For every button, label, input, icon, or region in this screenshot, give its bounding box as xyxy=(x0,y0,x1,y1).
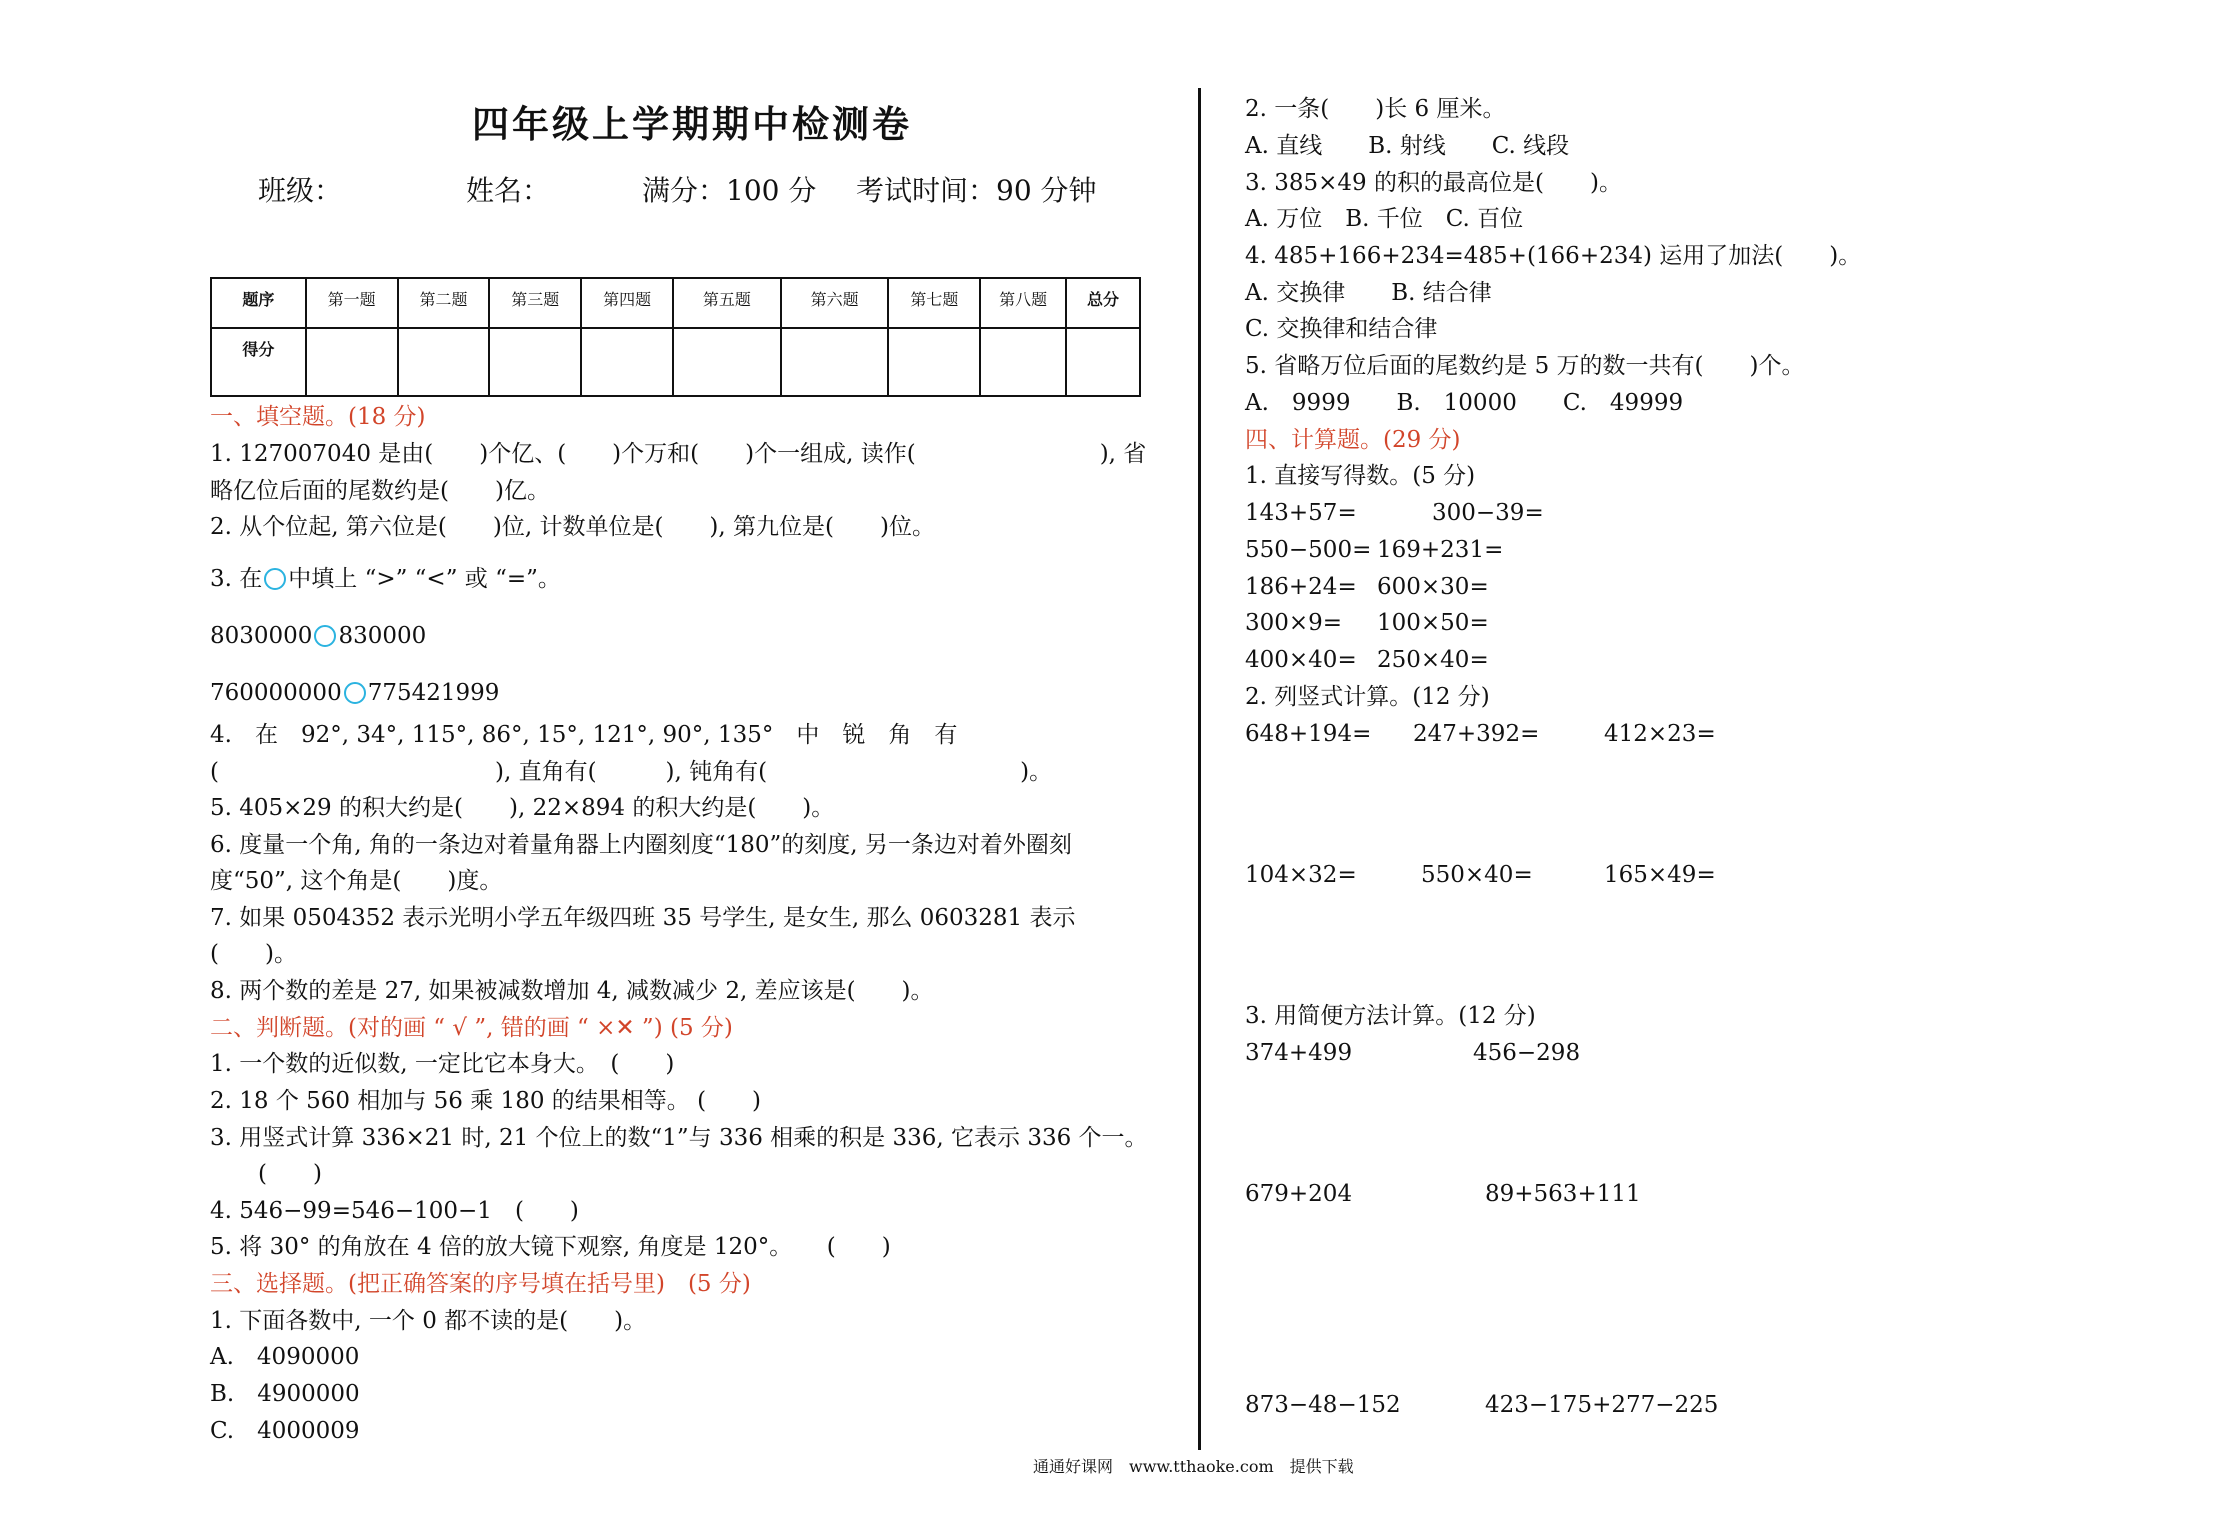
judge-3-line-2: ( ) xyxy=(258,1161,322,1187)
full-score: 满分：100 分 xyxy=(642,174,817,207)
direct-calc-item: 300×9= xyxy=(1245,610,1343,636)
choice-2-options: A. 直线 B. 射线 C. 线段 xyxy=(1245,133,1570,159)
choice-4-option-c: C. 交换律和结合律 xyxy=(1245,316,1438,342)
score-cell[interactable] xyxy=(980,328,1066,396)
direct-calc-item: 143+57= xyxy=(1245,500,1357,526)
compare-circle-icon[interactable] xyxy=(344,682,366,704)
question-7-line-2: ( )。 xyxy=(210,941,297,967)
header-cell: 第六题 xyxy=(781,278,889,328)
compare-circle-icon[interactable] xyxy=(314,625,336,647)
simplify-calc-item: 89+563+111 xyxy=(1485,1181,1641,1207)
simplify-calc-title: 3. 用简便方法计算。(12 分) xyxy=(1245,1003,1536,1029)
direct-calc-item: 250×40= xyxy=(1377,647,1489,673)
question-8: 8. 两个数的差是 27, 如果被减数增加 4, 减数减少 2, 差应该是( )。 xyxy=(210,978,934,1004)
vertical-calc-item: 104×32= xyxy=(1245,862,1357,888)
exam-time: 考试时间：90 分钟 xyxy=(856,174,1097,207)
column-divider xyxy=(1198,88,1201,1450)
score-cell[interactable] xyxy=(581,328,673,396)
score-cell[interactable] xyxy=(398,328,490,396)
judge-2: 2. 18 个 560 相加与 56 乘 180 的结果相等。 ( ) xyxy=(210,1088,762,1114)
vertical-calc-title: 2. 列竖式计算。(12 分) xyxy=(1245,684,1490,710)
score-table xyxy=(210,277,1141,397)
direct-calc-item: 100×50= xyxy=(1377,610,1489,636)
header-cell: 第三题 xyxy=(489,278,581,328)
header-cell: 第四题 xyxy=(581,278,673,328)
choice-2: 2. 一条( )长 6 厘米。 xyxy=(1245,96,1506,122)
vertical-calc-item: 412×23= xyxy=(1604,721,1716,747)
header-cell: 第二题 xyxy=(398,278,490,328)
score-cell[interactable] xyxy=(888,328,980,396)
question-3 xyxy=(210,568,561,591)
question-6-line-2: 度“50”, 这个角是( )度。 xyxy=(210,868,503,894)
question-3-prefix: 3. 在 xyxy=(210,566,263,592)
vertical-calc-item: 648+194= xyxy=(1245,721,1372,747)
direct-calc-item: 550−500= xyxy=(1245,537,1372,563)
name-label: 姓名： xyxy=(466,174,551,207)
question-3-suffix: 中填上 “>” “<” 或 “=”。 xyxy=(288,566,561,592)
question-6-line-1: 6. 度量一个角, 角的一条边对着量角器上内圈刻度“180”的刻度, 另一条边对着外圈刻 xyxy=(210,832,1072,858)
vertical-calc-item: 165×49= xyxy=(1604,862,1716,888)
choice-1-option-a: A. 4090000 xyxy=(210,1344,360,1370)
score-table-score-row xyxy=(211,328,1140,396)
compare-row-1 xyxy=(210,625,426,648)
section-4-title: 四、计算题。(29 分) xyxy=(1245,427,1461,453)
page-title: 四年级上学期期中检测卷 xyxy=(472,103,912,146)
row-label-cell: 得分 xyxy=(211,328,306,396)
vertical-calc-item: 247+392= xyxy=(1413,721,1540,747)
circle-icon xyxy=(264,568,286,590)
judge-4: 4. 546−99=546−100−1 ( ) xyxy=(210,1198,579,1224)
question-1-line-1: 1. 127007040 是由( )个亿、( )个万和( )个一组成, 读作( ), 省 xyxy=(210,441,1147,467)
section-3-title: 三、选择题。(把正确答案的序号填在括号里) (5 分) xyxy=(210,1271,751,1297)
question-1-line-2: 略亿位后面的尾数约是( )亿。 xyxy=(210,478,550,504)
choice-4: 4. 485+166+234=485+(166+234) 运用了加法( )。 xyxy=(1245,243,1862,269)
footer-credit: 通通好课网 www.tthaoke.com 提供下载 xyxy=(1033,1457,1354,1476)
score-cell[interactable] xyxy=(673,328,781,396)
compare-right-value: 830000 xyxy=(338,623,427,649)
judge-5: 5. 将 30° 的角放在 4 倍的放大镜下观察, 角度是 120°。 ( ) xyxy=(210,1234,891,1260)
question-2: 2. 从个位起, 第六位是( )位, 计数单位是( ), 第九位是( )位。 xyxy=(210,514,935,540)
judge-3-line-1: 3. 用竖式计算 336×21 时, 21 个位上的数“1”与 336 相乘的积是 336, 它表示 336 个一。 xyxy=(210,1125,1148,1151)
compare-row-2 xyxy=(210,682,499,705)
vertical-calc-item: 550×40= xyxy=(1421,862,1533,888)
choice-1-option-b: B. 4900000 xyxy=(210,1381,360,1407)
choice-1-option-c: C. 4000009 xyxy=(210,1418,360,1444)
direct-calc-item: 186+24= xyxy=(1245,574,1357,600)
choice-5: 5. 省略万位后面的尾数约是 5 万的数一共有( )个。 xyxy=(1245,353,1805,379)
header-cell: 第八题 xyxy=(980,278,1066,328)
direct-calc-item: 600×30= xyxy=(1377,574,1489,600)
header-cell: 第一题 xyxy=(306,278,398,328)
compare-right-value: 775421999 xyxy=(367,680,500,706)
direct-calc-title: 1. 直接写得数。(5 分) xyxy=(1245,463,1476,489)
section-1-title: 一、填空题。(18 分) xyxy=(210,404,426,430)
header-cell: 总分 xyxy=(1066,278,1140,328)
score-cell[interactable] xyxy=(1066,328,1140,396)
choice-4-options: A. 交换律 B. 结合律 xyxy=(1245,280,1492,306)
simplify-calc-item: 873−48−152 xyxy=(1245,1392,1401,1418)
question-7-line-1: 7. 如果 0504352 表示光明小学五年级四班 35 号学生, 是女生, 那么 0603281 表示 xyxy=(210,905,1076,931)
direct-calc-item: 400×40= xyxy=(1245,647,1357,673)
score-cell[interactable] xyxy=(781,328,889,396)
question-4-line-2: ( ), 直角有( ), 钝角有( )。 xyxy=(210,759,1053,785)
compare-left-value: 8030000 xyxy=(210,623,313,649)
choice-1: 1. 下面各数中, 一个 0 都不读的是( )。 xyxy=(210,1308,647,1334)
direct-calc-item: 169+231= xyxy=(1377,537,1504,563)
choice-5-options: A. 9999 B. 10000 C. 49999 xyxy=(1245,390,1684,416)
score-cell[interactable] xyxy=(306,328,398,396)
class-label: 班级： xyxy=(258,174,343,207)
question-4-line-1: 4. 在 92°, 34°, 115°, 86°, 15°, 121°, 90°, 135° 中 锐 角 有 xyxy=(210,722,958,748)
direct-calc-item: 300−39= xyxy=(1432,500,1544,526)
simplify-calc-item: 374+499 xyxy=(1245,1040,1353,1066)
header-cell: 第七题 xyxy=(888,278,980,328)
simplify-calc-item: 423−175+277−225 xyxy=(1485,1392,1719,1418)
score-table-header-row xyxy=(211,278,1140,328)
compare-left-value: 760000000 xyxy=(210,680,342,706)
score-cell[interactable] xyxy=(489,328,581,396)
question-5: 5. 405×29 的积大约是( ), 22×894 的积大约是( )。 xyxy=(210,795,835,821)
section-2-title: 二、判断题。(对的画 “ √ ”, 错的画 “ ×✕ ”) (5 分) xyxy=(210,1015,733,1041)
header-cell: 第五题 xyxy=(673,278,781,328)
simplify-calc-item: 456−298 xyxy=(1473,1040,1581,1066)
choice-3: 3. 385×49 的积的最高位是( )。 xyxy=(1245,170,1622,196)
judge-1: 1. 一个数的近似数, 一定比它本身大。 ( ) xyxy=(210,1051,675,1077)
simplify-calc-item: 679+204 xyxy=(1245,1181,1353,1207)
choice-3-options: A. 万位 B. 千位 C. 百位 xyxy=(1245,206,1524,232)
header-cell: 题序 xyxy=(211,278,306,328)
